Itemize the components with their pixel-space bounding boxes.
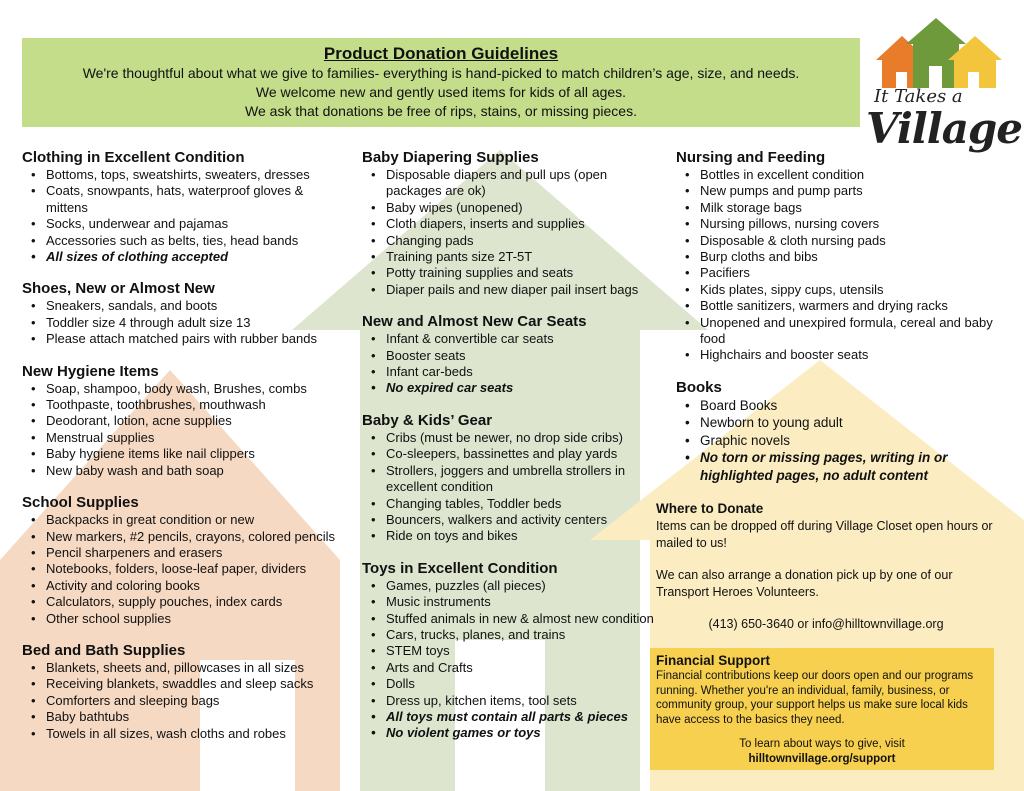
list-item: • All toys must contain all parts & pieces: [362, 709, 664, 725]
list-item: • Socks, underwear and pajamas: [22, 216, 342, 232]
section-title: Books: [676, 378, 722, 396]
list-item: • Booster seats: [362, 348, 664, 364]
item-list: [362, 578, 664, 742]
section-toys-in-excellent-condition: [362, 559, 664, 742]
donate-dropoff-text: Items can be dropped off during Village Closet open hours or mailed to us!: [656, 519, 993, 550]
list-item: • Nursing pillows, nursing covers: [676, 216, 1006, 232]
list-item: • Notebooks, folders, loose-leaf paper, dividers: [22, 561, 342, 577]
list-item: • Dolls: [362, 676, 664, 692]
list-item: • Toothpaste, toothbrushes, mouthwash: [22, 397, 342, 413]
list-item: • Toddler size 4 through adult size 13: [22, 315, 342, 331]
list-item: • Co-sleepers, bassinettes and play yards: [362, 446, 664, 462]
list-item: • Dress up, kitchen items, tool sets: [362, 693, 664, 709]
logo-text-line2: Village: [866, 104, 1023, 153]
item-list: [362, 331, 664, 397]
list-item: • Blankets, sheets and, pillowcases in all sizes: [22, 660, 342, 676]
list-item: • Activity and coloring books: [22, 578, 342, 594]
section-bed-and-bath-supplies: [22, 641, 342, 742]
list-item: • Accessories such as belts, ties, head bands: [22, 233, 342, 249]
list-item: • Menstrual supplies: [22, 430, 342, 446]
list-item: • Cribs (must be newer, no drop side cribs): [362, 430, 664, 446]
guidelines-header: [22, 38, 860, 127]
list-item: • All sizes of clothing accepted: [22, 249, 342, 265]
section-title: School Supplies: [22, 494, 139, 512]
list-item: • Highchairs and booster seats: [676, 347, 1006, 363]
list-item: • Changing tables, Toddler beds: [362, 496, 664, 512]
list-item: • New markers, #2 pencils, crayons, colored pencils: [22, 529, 342, 545]
item-list: [362, 430, 664, 545]
header-line-1: We're thoughtful about what we give to families- everything is hand-picked to match children’s age, size, and needs.: [82, 65, 800, 81]
list-item: • Bottle sanitizers, warmers and drying racks: [676, 298, 1006, 314]
section-title: Clothing in Excellent Condition: [22, 149, 245, 166]
list-item: • Kids plates, sippy cups, utensils: [676, 282, 1006, 298]
financial-cta-text: To learn about ways to give, visit: [739, 738, 905, 750]
list-item: • Newborn to young adult: [676, 414, 1006, 432]
list-item: • Unopened and unexpired formula, cereal and baby food: [676, 315, 1006, 348]
list-item: • Pacifiers: [676, 265, 1006, 281]
item-list: [676, 167, 1006, 364]
list-item: • Arts and Crafts: [362, 660, 664, 676]
list-item: • Disposable & cloth nursing pads: [676, 233, 1006, 249]
list-item: • Diaper pails and new diaper pail insert bags: [362, 282, 664, 298]
list-item: • Backpacks in great condition or new: [22, 512, 342, 528]
item-list: [22, 381, 342, 479]
list-item: • Cloth diapers, inserts and supplies: [362, 216, 664, 232]
item-list: [22, 512, 342, 627]
list-item: • Stuffed animals in new & almost new condition: [362, 611, 664, 627]
section-title: Baby & Kids’ Gear: [362, 411, 493, 429]
list-item: • Games, puzzles (all pieces): [362, 578, 664, 594]
it-takes-a-village-logo: [864, 16, 1023, 156]
list-item: • Please attach matched pairs with rubber bands: [22, 331, 342, 347]
list-item: • Receiving blankets, swaddles and sleep sacks: [22, 676, 342, 692]
list-item: • Graphic novels: [676, 432, 1006, 450]
donate-title: Where to Donate: [656, 501, 764, 516]
list-item: • New pumps and pump parts: [676, 183, 1006, 199]
list-item: • Towels in all sizes, wash cloths and robes: [22, 726, 342, 742]
section-books: [676, 378, 1006, 485]
financial-text: Financial contributions keep our doors open and our programs running. Whether you're an individual, family, business, or community group, your support helps us make sure local kids have access to the basics they need.: [656, 670, 974, 726]
list-item: • Infant & convertible car seats: [362, 331, 664, 347]
page-title: Product Donation Guidelines: [323, 44, 559, 63]
section-new-and-almost-new-car-seats: [362, 312, 664, 397]
where-to-donate: [656, 500, 996, 633]
list-item: • Baby hygiene items like nail clippers: [22, 446, 342, 462]
financial-title: Financial Support: [656, 653, 771, 668]
list-item: • Milk storage bags: [676, 200, 1006, 216]
list-item: • Changing pads: [362, 233, 664, 249]
section-clothing-in-excellent-condition: [22, 148, 342, 265]
list-item: • Bottoms, tops, sweatshirts, sweaters, dresses: [22, 167, 342, 183]
list-item: • Deodorant, lotion, acne supplies: [22, 413, 342, 429]
section-title: New Hygiene Items: [22, 362, 159, 380]
list-item: • Music instruments: [362, 594, 664, 610]
list-item: • No violent games or toys: [362, 725, 664, 741]
houses-logo-icon: [864, 16, 1014, 96]
column-right: [676, 148, 1006, 498]
column-left: [22, 148, 342, 756]
section-school-supplies: [22, 493, 342, 627]
list-item: • Sneakers, sandals, and boots: [22, 298, 342, 314]
list-item: • Bouncers, walkers and activity centers: [362, 512, 664, 528]
list-item: • Strollers, joggers and umbrella strollers in excellent condition: [362, 463, 664, 496]
donate-pickup-text: We can also arrange a donation pick up by one of our Transport Heroes Volunteers.: [656, 568, 953, 599]
item-list: [362, 167, 664, 298]
list-item: • Baby bathtubs: [22, 709, 342, 725]
list-item: • Infant car-beds: [362, 364, 664, 380]
section-title: Baby Diapering Supplies: [362, 149, 539, 166]
header-line-3: We ask that donations be free of rips, stains, or missing pieces.: [245, 103, 637, 119]
list-item: • Pencil sharpeners and erasers: [22, 545, 342, 561]
section-title: New and Almost New Car Seats: [362, 313, 587, 331]
list-item: • Comforters and sleeping bags: [22, 693, 342, 709]
list-item: • Bottles in excellent condition: [676, 167, 1006, 183]
section-baby-diapering-supplies: [362, 148, 664, 298]
list-item: • Burp cloths and bibs: [676, 249, 1006, 265]
header-line-2: We welcome new and gently used items for kids of all ages.: [255, 84, 627, 100]
list-item: • Board Books: [676, 397, 1006, 415]
section-new-hygiene-items: [22, 362, 342, 479]
section-title: Shoes, New or Almost New: [22, 280, 215, 298]
item-list: [22, 660, 342, 742]
section-nursing-and-feeding: [676, 148, 1006, 364]
list-item: • Calculators, supply pouches, index cards: [22, 594, 342, 610]
list-item: • No expired car seats: [362, 380, 664, 396]
list-item: • Other school supplies: [22, 611, 342, 627]
section-title: Nursing and Feeding: [676, 149, 826, 166]
financial-support-box: [650, 648, 994, 770]
section-title: Toys in Excellent Condition: [362, 559, 558, 577]
section-title: Bed and Bath Supplies: [22, 641, 186, 659]
section-baby-kids-gear: [362, 411, 664, 545]
item-list: [22, 167, 342, 265]
list-item: • Disposable diapers and pull ups (open packages are ok): [362, 167, 664, 200]
list-item: • Coats, snowpants, hats, waterproof gloves & mittens: [22, 183, 342, 216]
list-item: • Potty training supplies and seats: [362, 265, 664, 281]
item-list: [22, 298, 342, 347]
list-item: • Ride on toys and bikes: [362, 528, 664, 544]
item-list: [676, 397, 1006, 485]
logo-text-line1: It Takes a: [874, 86, 963, 107]
list-item: • Soap, shampoo, body wash, Brushes, combs: [22, 381, 342, 397]
list-item: • No torn or missing pages, writing in or highlighted pages, no adult content: [676, 449, 1006, 484]
support-link[interactable]: hilltownvillage.org/support: [748, 752, 896, 765]
list-item: • STEM toys: [362, 643, 664, 659]
list-item: • New baby wash and bath soap: [22, 463, 342, 479]
section-shoes-new-or-almost-new: [22, 279, 342, 347]
donate-contact: (413) 650-3640 or info@hilltownvillage.org: [708, 617, 944, 631]
financial-cta: [656, 737, 988, 766]
column-middle: [362, 148, 664, 756]
list-item: • Training pants size 2T-5T: [362, 249, 664, 265]
list-item: • Baby wipes (unopened): [362, 200, 664, 216]
list-item: • Cars, trucks, planes, and trains: [362, 627, 664, 643]
